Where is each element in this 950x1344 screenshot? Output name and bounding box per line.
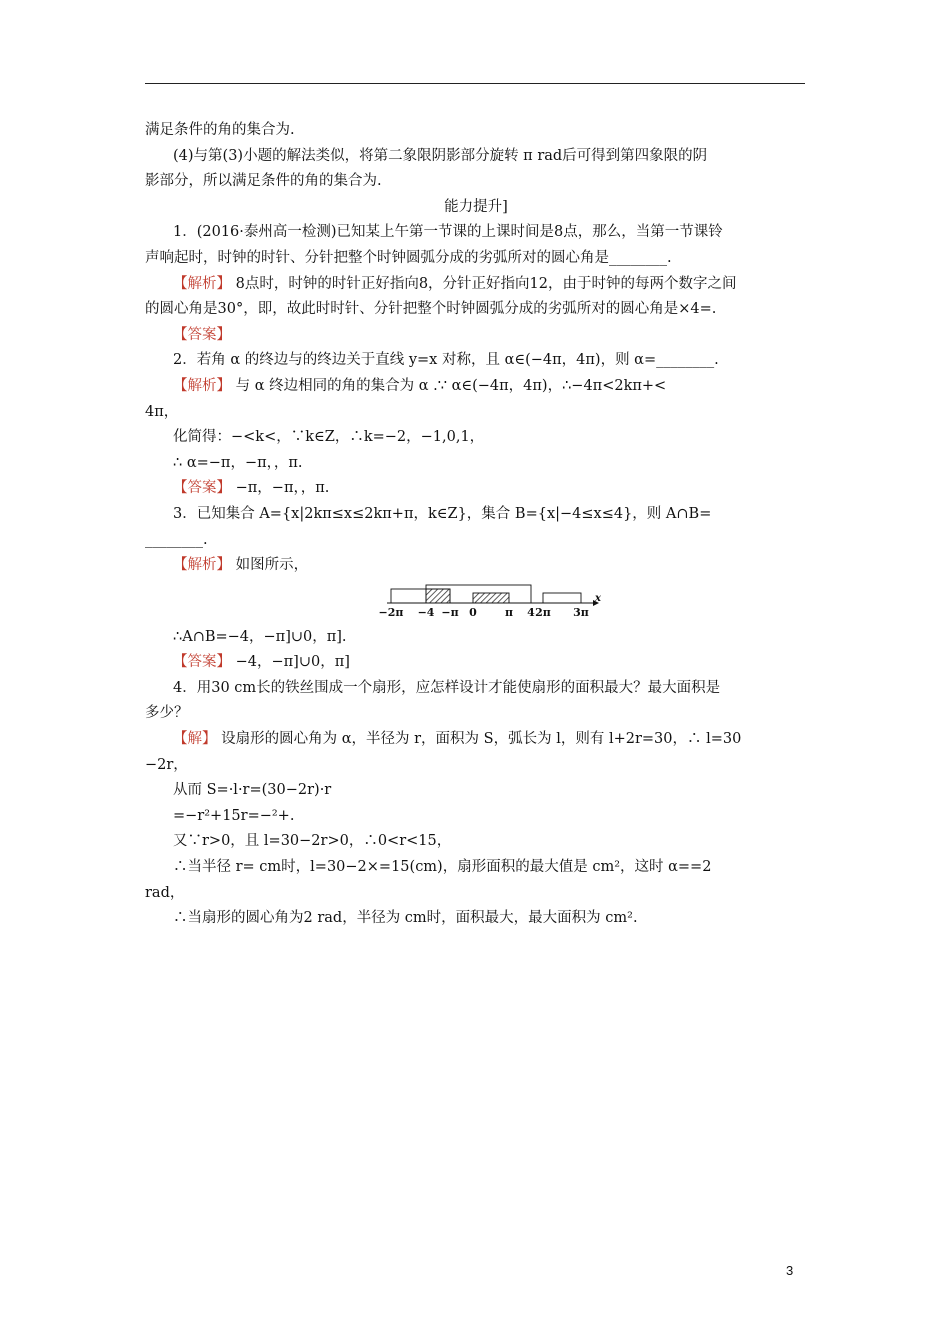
line-text: 2．若角 α 的终边与的终边关于直线 y=x 对称，且 α∈(−4π，4π)，则 α=________. <box>173 352 719 369</box>
number-line-diagram <box>145 579 807 625</box>
text-line <box>145 753 807 779</box>
axis-tick-label: π <box>504 605 514 619</box>
axis-tick-label: 3π <box>573 605 589 619</box>
line-text: −4，−π]∪0，π] <box>231 654 350 671</box>
text-line <box>145 118 807 144</box>
text-line <box>145 528 807 554</box>
axis-tick-label: −π <box>441 605 459 619</box>
text-line <box>145 272 807 298</box>
text-line <box>145 400 807 426</box>
line-text: 化简得：−<k<，∵k∈Z，∴k=−2，−1,0,1， <box>173 429 485 446</box>
text-line <box>145 650 807 676</box>
text-line <box>145 348 807 374</box>
text-line <box>145 323 807 349</box>
text-line <box>145 829 807 855</box>
line-text: 多少？ <box>145 705 189 722</box>
text-line <box>145 881 807 907</box>
text-line <box>145 144 807 170</box>
section-tag: 【答案】 <box>173 480 231 497</box>
intersection-shaded-1 <box>426 589 450 603</box>
text-line <box>145 195 807 221</box>
axis-tick-label: −2π <box>378 605 404 619</box>
text-line <box>145 169 807 195</box>
axis-tick-label: 2π <box>535 605 551 619</box>
section-tag: 【解析】 <box>173 557 231 574</box>
text-line <box>145 701 807 727</box>
intersection-shaded-2 <box>473 593 509 603</box>
line-text: ∴当半径 r= cm时，l=30−2×=15(cm)，扇形面积的最大值是 cm²，这时 α==2 <box>173 859 712 876</box>
text-line <box>145 476 807 502</box>
text-line <box>145 451 807 477</box>
line-text: 3．已知集合 A={x|2kπ≤x≤2kπ+π，k∈Z}，集合 B={x|−4≤x≤4}，则 A∩B= <box>173 505 712 522</box>
text-line <box>145 297 807 323</box>
text-line <box>145 425 807 451</box>
line-text: ∴当扇形的圆心角为2 rad，半径为 cm时，面积最大，最大面积为 cm². <box>173 910 638 927</box>
set-a-interval-3 <box>543 593 581 603</box>
text-line <box>145 553 807 579</box>
section-tag: 【答案】 <box>173 326 231 343</box>
text-line <box>145 502 807 528</box>
axis-tick-label: −4 <box>417 605 435 619</box>
line-text: 如图所示， <box>231 557 309 574</box>
line-text: ________. <box>145 531 208 548</box>
section-tag: 【解】 <box>173 731 217 748</box>
text-line <box>145 676 807 702</box>
line-text: 从而 S=·l·r=(30−2r)·r <box>173 782 332 799</box>
section-tag: 【解析】 <box>173 275 231 292</box>
line-text: (4)与第(3)小题的解法类似，将第二象限阴影部分旋转 π rad后可得到第四象限的阴 <box>173 147 708 164</box>
document-body <box>145 118 807 932</box>
text-line <box>145 855 807 881</box>
line-text: rad， <box>145 884 185 901</box>
text-line <box>145 374 807 400</box>
header-rule <box>145 83 805 84</box>
line-text: 8点时，时钟的时针正好指向8，分针正好指向12，由于时钟的每两个数字之间 <box>231 275 737 292</box>
axis-tick-label: 4 <box>527 605 535 619</box>
text-line <box>145 778 807 804</box>
line-text: ∴ α=−π，−π，，π. <box>173 454 303 471</box>
text-line <box>145 625 807 651</box>
text-line <box>145 220 807 246</box>
line-text: 声响起时，时钟的时针、分针把整个时钟圆弧分成的劣弧所对的圆心角是________. <box>145 249 672 266</box>
line-text: 4π， <box>145 403 179 420</box>
line-text: 满足条件的角的集合为. <box>145 122 295 138</box>
text-line <box>145 727 807 753</box>
line-text: 的圆心角是30°，即，故此时时针、分针把整个时钟圆弧分成的劣弧所对的圆心角是×4=. <box>145 301 717 318</box>
line-text: ∴A∩B=−4，−π]∪0，π]. <box>173 628 347 645</box>
line-text: =−r²+15r=−²+. <box>173 807 295 824</box>
axis-tick-label: 0 <box>469 605 477 619</box>
line-text: −2r， <box>145 756 188 773</box>
line-text: 又∵r>0，且 l=30−2r>0，∴0<r<15， <box>173 833 452 850</box>
line-text: 影部分，所以满足条件的角的集合为. <box>145 173 382 190</box>
line-text: 1．(2016·泰州高一检测)已知某上午第一节课的上课时间是8点，那么，当第一节课铃 <box>173 224 723 241</box>
line-text: 4．用30 cm长的铁丝围成一个扇形，应怎样设计才能使扇形的面积最大？最大面积是 <box>173 679 721 696</box>
section-tag: 【答案】 <box>173 654 231 671</box>
number-line-svg <box>378 581 613 619</box>
section-tag: 【解析】 <box>173 377 231 394</box>
page-number: 3 <box>786 1263 794 1278</box>
text-line <box>145 906 807 932</box>
line-text: 能力提升] <box>444 198 508 215</box>
text-line <box>145 804 807 830</box>
text-line <box>145 246 807 272</box>
line-text: −π，−π，，π. <box>231 480 330 497</box>
line-text: 设扇形的圆心角为 α，半径为 r，面积为 S，弧长为 l，则有 l+2r=30，∴ l=30 <box>216 731 742 748</box>
line-text: 与 α 终边相同的角的集合为 α .∵ α∈(−4π，4π)，∴−4π<2kπ+< <box>231 377 667 394</box>
axis-tick-label: x <box>595 592 601 604</box>
